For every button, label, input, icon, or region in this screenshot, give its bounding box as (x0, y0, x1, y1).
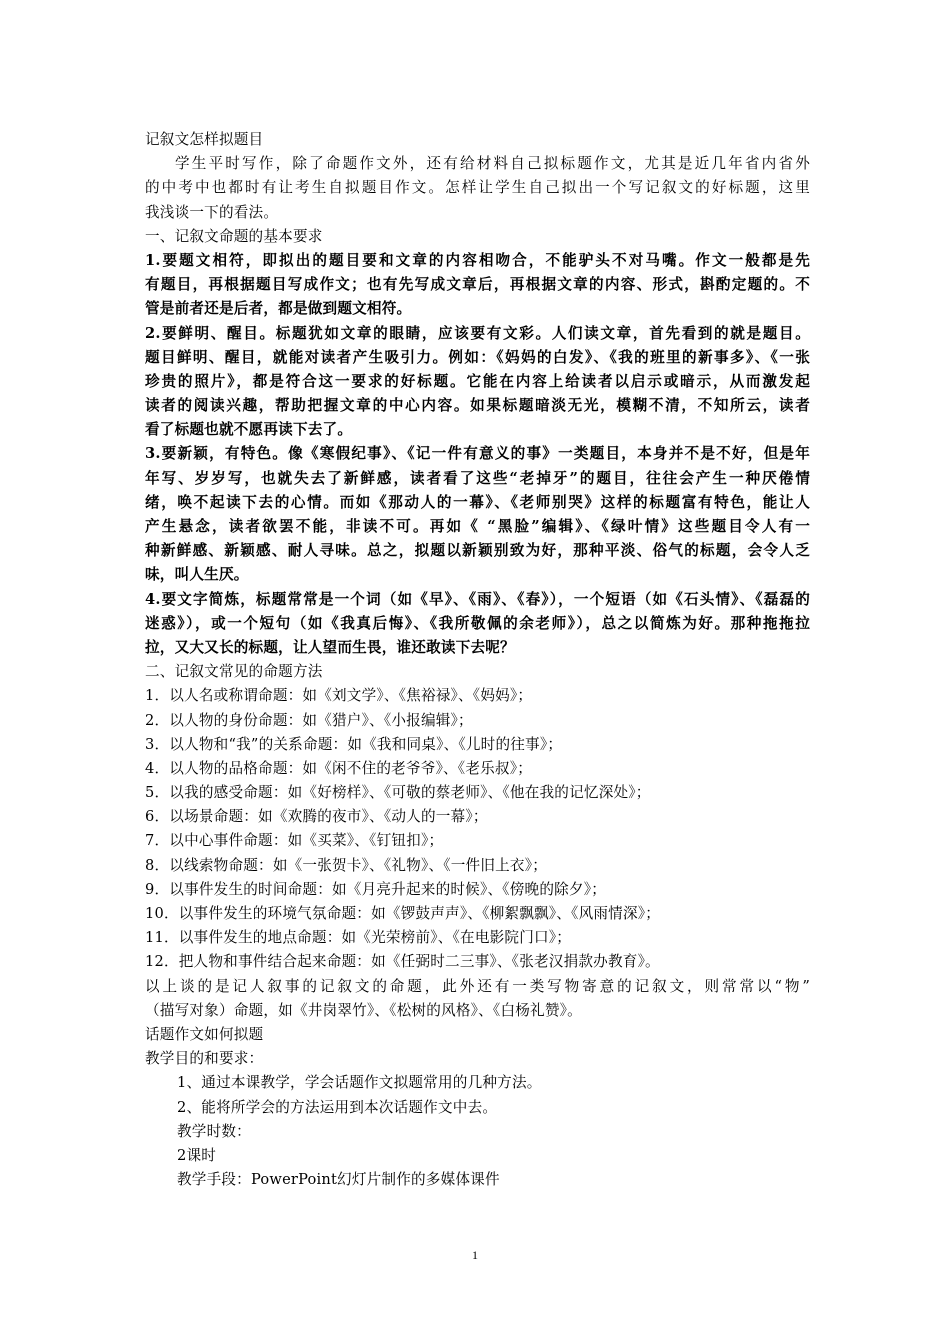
section-heading: 一、记叙文命题的基本要求 (145, 227, 323, 245)
list-item: 1．以人名或称谓命题：如《刘文学》、《焦裕禄》、《妈妈》； (145, 687, 533, 705)
list-item: 8．以线索物命题：如《一张贺卡》、《礼物》、《一件旧上衣》； (145, 856, 548, 874)
intro-line: 学生平时写作，除了命题作文外，还有给材料自己拟标题作文，尤其是近几年省内省外 (175, 155, 810, 173)
paragraph-line: 绪，唤不起读下去的心情。而如《那动人的一幕》、《老师别哭》这样的标题富有特色，能让人 (145, 493, 810, 511)
paragraph-line: 产生悬念，读者欲罢不能，非读不可。再如《 “黑脸”编辑》、《绿叶情》这些题目令人有一 (145, 518, 810, 535)
paragraph-line: 管是前者还是后者，都是做到题文相符。 (145, 300, 412, 318)
page-number: 1 (472, 1248, 478, 1262)
paragraph-line: 年写、岁岁写，也就失去了新鲜感，读者看了这些“老掉牙”的题目，往往会产生一种厌倦情 (145, 469, 810, 487)
time-label: 教学时数： (177, 1122, 251, 1140)
paragraph-line: 迷惑》），或一个短句（如《我真后悔》、《我所敬佩的余老师》），总之以简炼为好。那种拖拖拉 (145, 614, 810, 632)
paragraph-line: 2.要鲜明、醒目。标题犹如文章的眼睛，应该要有文彩。人们读文章，首先看到的就是题目。 (145, 324, 810, 342)
objective-item: 1、通过本课教学，学会话题作文拟题常用的几种方法。 (177, 1074, 542, 1092)
list-item: 3．以人物和“我”的关系命题：如《我和同桌》、《儿时的往事》； (145, 735, 563, 753)
paragraph-line: 读者的阅读兴趣，帮助把握文章的中心内容。如果标题暗淡无光，模糊不清，不知所云，读者 (145, 397, 810, 415)
paragraph-line: 有题目，再根据题目写成作文；也有先写成文章后，再根据文章的内容、形式，斟酌定题的。不 (145, 276, 810, 294)
list-item: 6．以场景命题：如《欢腾的夜市》、《动人的一幕》； (145, 808, 488, 826)
list-item: 4．以人物的品格命题：如《闲不住的老爷爷》、《老乐叔》； (145, 759, 533, 777)
intro-line: 我浅谈一下的看法。 (145, 203, 279, 221)
paragraph-line: 题目鲜明、醒目，就能对读者产生吸引力。例如：《妈妈的白发》、《我的班里的新事多》、《一张 (145, 348, 810, 366)
section-heading: 二、记叙文常见的命题方法 (145, 663, 323, 681)
paragraph-line: 看了标题也就不愿再读下去了。 (145, 421, 353, 439)
document-page (145, 128, 810, 1192)
paragraph-line: 4.要文字简炼，标题常常是一个词（如《早》、《雨》、《春》），一个短语（如《石头情》、《磊磊的 (145, 590, 810, 608)
intro-line: 的中考中也都时有让考生自拟题目作文。怎样让学生自己拟出一个写记叙文的好标题，这里 (145, 179, 810, 197)
list-item: 2．以人物的身份命题：如《猎户》、《小报编辑》； (145, 711, 473, 729)
objective-item: 2、能将所学会的方法运用到本次话题作文中去。 (177, 1098, 498, 1116)
time-value: 2课时 (177, 1146, 217, 1164)
topic-title: 话题作文如何拟题 (145, 1025, 264, 1043)
list-item: 7．以中心事件命题：如《买菜》、《钉钮扣》； (145, 832, 444, 850)
conclusion-line: 以上谈的是记人叙事的记叙文的命题，此外还有一类写物寄意的记叙文，则常常以“物” (145, 977, 810, 995)
list-item: 11．以事件发生的地点命题：如《光荣榜前》、《在电影院门口》； (145, 929, 572, 947)
list-item: 5．以我的感受命题：如《好榜样》、《可敬的蔡老师》、《他在我的记忆深处》； (145, 784, 651, 802)
list-item: 9．以事件发生的时间命题：如《月亮升起来的时候》、《傍晚的除夕》； (145, 880, 606, 898)
teaching-means: 教学手段：PowerPoint幻灯片制作的多媒体课件 (177, 1171, 500, 1189)
paragraph-line: 拉，又大又长的标题，让人望而生畏，谁还敢读下去呢？ (145, 638, 515, 656)
paragraph-line: 种新鲜感、新颖感、耐人寻味。总之，拟题以新颖别致为好，那种平淡、俗气的标题，会令人乏 (145, 542, 810, 560)
objectives-heading: 教学目的和要求： (145, 1050, 264, 1068)
paragraph-line: 味，叫人生厌。 (145, 566, 249, 584)
list-item: 10．以事件发生的环境气氛命题：如《锣鼓声声》、《柳絮飘飘》、《风雨情深》； (145, 905, 661, 922)
conclusion-line: （描写对象）命题，如《井岗翠竹》、《松树的风格》、《白杨礼赞》。 (145, 1001, 582, 1019)
paragraph-line: 珍贵的照片》，都是符合这一要求的好标题。它能在内容上给读者以启示或暗示，从而激发起 (145, 372, 810, 390)
list-item: 12．把人物和事件结合起来命题：如《任弼时二三事》、《张老汉捐款办教育》。 (145, 953, 660, 971)
paragraph-line: 1.要题文相符，即拟出的题目要和文章的内容相吻合，不能驴头不对马嘴。作文一般都是先 (145, 251, 810, 269)
paragraph-line: 3.要新颖，有特色。像《寒假纪事》、《记一件有意义的事》一类题目，本身并不是不好，但是年 (145, 445, 810, 463)
document-title: 记叙文怎样拟题目 (145, 131, 264, 148)
